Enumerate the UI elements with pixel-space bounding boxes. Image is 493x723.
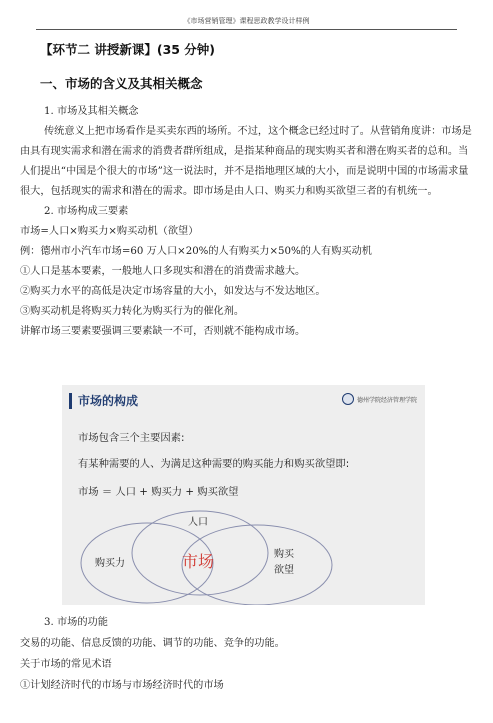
slide-title: 市场的构成 (78, 394, 139, 408)
logo-text: 德州学院经济管理学院 (356, 396, 417, 404)
page-header: 《市场营销管理》课程思政教学设计样例 (36, 16, 457, 30)
body-text (20, 102, 475, 342)
formula-line: 市场=人口×购买力×购买动机（欲望） (20, 226, 199, 237)
section-heading: 一、市场的含义及其相关概念 (40, 76, 203, 91)
example-line: 例：德州市小汽车市场=60 万人口×20%的人有购买力×50%的人有购买动机 (20, 246, 372, 257)
slide-line-1: 市场包含三个主要因素: (78, 432, 185, 444)
list-item: ③购买动机是将购买力转化为购买行为的催化剂。 (20, 306, 245, 317)
subheading-1: 1. 市场及其相关概念 (44, 106, 139, 117)
terms-item: ①计划经济时代的市场与市场经济时代的市场 (20, 680, 224, 691)
subheading-3: 3. 市场的功能 (44, 617, 108, 628)
tail-text (20, 612, 475, 696)
terms-title: 关于市场的常见术语 (20, 659, 112, 670)
venn-diagram (62, 385, 425, 605)
section-title: 【环节二 讲授新课】(35 分钟) (40, 42, 216, 57)
paragraph-definition: 传统意义上把市场看作是买卖东西的场所。不过，这个概念已经过时了。从营销角度讲：市场是由具有现实需求和潜在需求的消费者群所组成，是指某种商品的现实购买者和潜在购买者的总和。当人们提出“中国是个很大的市场”这一说法时，并不是指地理区域的大小，而是说明中国的市场需求量很大，包括现实的需求和潜在的需求。即市场是由人口、购买力和购买欲望三者的有机统一。 (20, 126, 472, 197)
venn-label-center: 市场 (181, 552, 215, 571)
venn-label-top: 人口 (188, 517, 208, 528)
list-item: ①人口是基本要素，一般地人口多现实和潜在的消费需求越大。 (20, 266, 306, 277)
venn-label-right-2: 欲望 (274, 565, 294, 576)
venn-label-left: 购买力 (95, 558, 125, 569)
subheading-2: 2. 市场构成三要素 (44, 206, 129, 217)
slide-line-2: 有某种需要的人、为满足这种需要的购买能力和购买欲望即: (78, 458, 350, 470)
slide-line-3: 市场 ＝ 人口 + 购买力 + 购买欲望 (78, 486, 239, 498)
venn-label-right-1: 购买 (274, 549, 294, 560)
emphasis-line: 讲解市场三要素要强调三要素缺一不可，否则就不能构成市场。 (20, 326, 306, 337)
functions-line: 交易的功能、信息反馈的功能、调节的功能、竞争的功能。 (20, 638, 285, 649)
list-item: ②购买力水平的高低是决定市场容量的大小，如发达与不发达地区。 (20, 286, 326, 297)
slide-image (62, 385, 425, 605)
